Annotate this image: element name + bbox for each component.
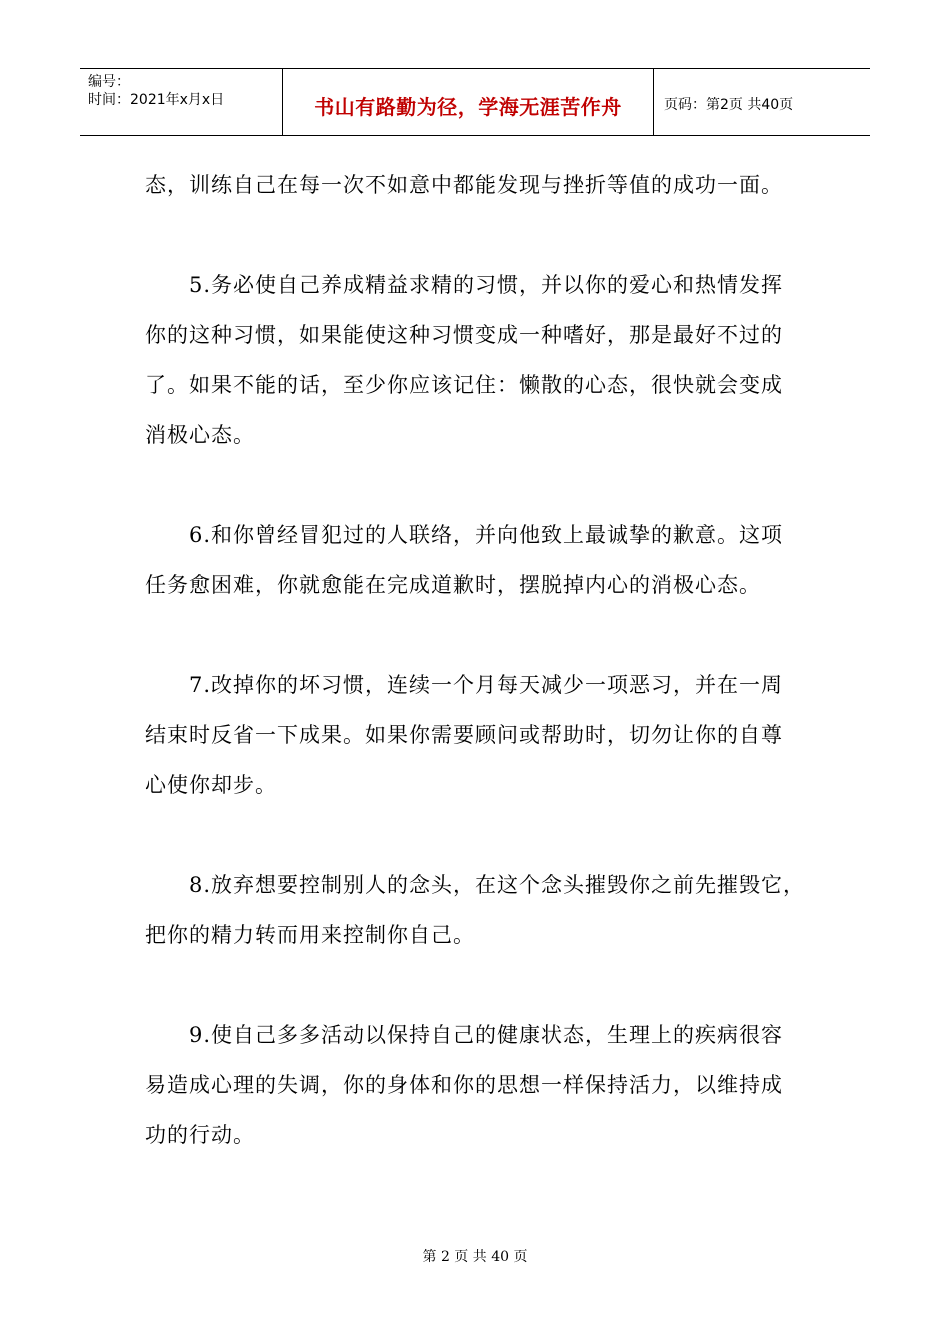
date-label: 时间：2021年x月x日: [88, 92, 225, 108]
paragraph-continuation: [145, 160, 805, 210]
paragraph-item-8: [145, 860, 805, 960]
paragraph-line: 易造成心理的失调，你的身体和你的思想一样保持活力，以维持成: [145, 1073, 783, 1097]
paragraph-line: 任务愈困难，你就愈能在完成道歉时，摆脱掉内心的消极心态。: [145, 573, 761, 597]
paragraph-line: 态，训练自己在每一次不如意中都能发现与挫折等值的成功一面。: [145, 173, 783, 197]
header-meta-cell: [80, 69, 283, 135]
paragraph-line: 8.放弃想要控制别人的念头，在这个念头摧毁你之前先摧毁它，: [189, 873, 806, 897]
paragraph-line: 了。如果不能的话，至少你应该记住：懒散的心态，很快就会变成: [145, 373, 783, 397]
page-footer: [0, 1246, 950, 1266]
paragraph-line: 你的这种习惯，如果能使这种习惯变成一种嗜好，那是最好不过的: [145, 323, 783, 347]
paragraph-line: 7.改掉你的坏习惯，连续一个月每天减少一项恶习，并在一周: [189, 673, 784, 697]
paragraph-line: 心使你却步。: [145, 773, 277, 797]
paragraph-line: 5.务必使自己养成精益求精的习惯，并以你的爱心和热情发挥: [189, 273, 784, 297]
paragraph-item-7: [145, 660, 805, 810]
paragraph-item-6: [145, 510, 805, 610]
paragraph-line: 功的行动。: [145, 1123, 255, 1147]
header-page-info: 页码：第2页 共40页: [664, 97, 794, 113]
paragraph-line: 9.使自己多多活动以保持自己的健康状态，生理上的疾病很容: [189, 1023, 784, 1047]
header-motto-cell: [283, 69, 654, 135]
paragraph-item-9: [145, 1010, 805, 1160]
page-header: [80, 68, 870, 136]
paragraph-line: 结束时反省一下成果。如果你需要顾问或帮助时，切勿让你的自尊: [145, 723, 783, 747]
header-motto: 书山有路勤为径，学海无涯苦作舟: [314, 94, 622, 119]
header-page-cell: [654, 69, 870, 135]
paragraph-line: 6.和你曾经冒犯过的人联络，并向他致上最诚挚的歉意。这项: [189, 523, 784, 547]
serial-label: 编号：: [88, 74, 130, 90]
paragraph-line: 消极心态。: [145, 423, 255, 447]
footer-page-number: 第 2 页 共 40 页: [422, 1249, 528, 1265]
paragraph-line: 把你的精力转而用来控制你自己。: [145, 923, 475, 947]
paragraph-item-5: [145, 260, 805, 460]
document-body: [145, 160, 805, 1210]
